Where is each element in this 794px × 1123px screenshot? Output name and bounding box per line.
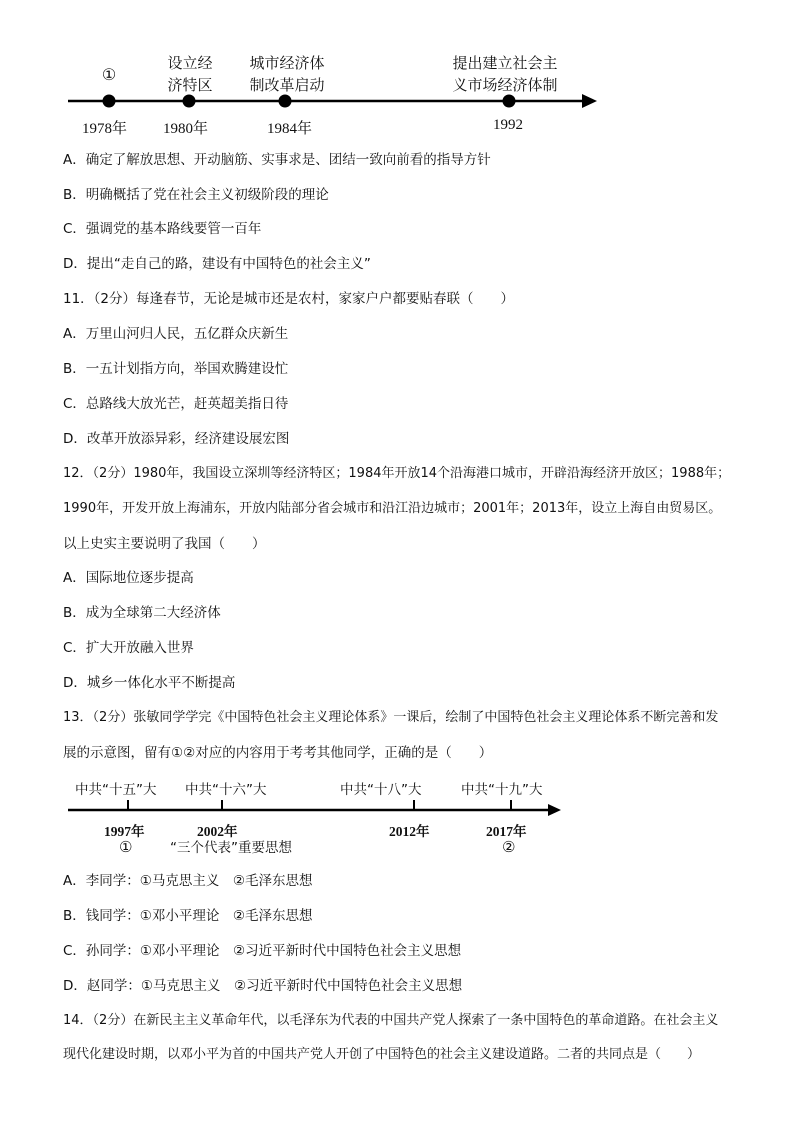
timeline-1-dot-1978 bbox=[103, 95, 116, 108]
q10-option-d[interactable]: D．提出“走自己的路，建设有中国特色的社会主义” bbox=[63, 256, 371, 272]
timeline-1-label-1992 bbox=[443, 52, 567, 96]
q12-stem-line3: 以上史实主要说明了我国（ ） bbox=[63, 536, 266, 552]
timeline-2-blank-1: ① bbox=[119, 838, 133, 856]
q13-option-b[interactable]: B．钱同学：①邓小平理论 ②毛泽东思想 bbox=[63, 908, 313, 924]
timeline-1-arrow bbox=[582, 94, 597, 108]
q11-option-a[interactable]: A．万里山河归人民，五亿群众庆新生 bbox=[63, 326, 289, 342]
timeline-1-label-1978: ① bbox=[101, 65, 117, 84]
q13-option-c[interactable]: C．孙同学：①邓小平理论 ②习近平新时代中国特色社会主义思想 bbox=[63, 943, 462, 959]
q13-stem-line1: 13．（2分）张敏同学学完《中国特色社会主义理论体系》一课后，绘制了中国特色社会主义理论体系不断完善和发 bbox=[63, 710, 719, 725]
q10-option-b[interactable]: B．明确概括了党在社会主义初级阶段的理论 bbox=[63, 187, 329, 203]
timeline-2-congress-16: 中共“十六”大 bbox=[185, 782, 267, 798]
timeline-1-year-1980: 1980年 bbox=[163, 121, 209, 137]
q13-stem-line2: 展的示意图，留有①②对应的内容用于考考其他同学，正确的是（ ） bbox=[63, 745, 493, 761]
timeline-1-label-1984 bbox=[245, 52, 329, 96]
q14-stem-line2: 现代化建设时期，以邓小平为首的中国共产党人开创了中国特色的社会主义建设道路。二者的共同点是（ ） bbox=[63, 1047, 701, 1062]
q12-option-d[interactable]: D．城乡一体化水平不断提高 bbox=[63, 675, 236, 691]
q11-option-d[interactable]: D．改革开放添异彩，经济建设展宏图 bbox=[63, 431, 290, 447]
q12-option-b[interactable]: B．成为全球第二大经济体 bbox=[63, 605, 221, 621]
timeline-1-label-1980-line1: 设立经 bbox=[167, 54, 213, 72]
q11-option-b[interactable]: B．一五计划指方向，举国欢腾建设忙 bbox=[63, 361, 289, 377]
timeline-2-blank-2: ② bbox=[502, 838, 516, 856]
timeline-2-congress-18: 中共“十八”大 bbox=[340, 782, 422, 798]
timeline-1-label-1992-line2: 义市场经济体制 bbox=[452, 76, 558, 94]
timeline-1-dot-1980 bbox=[183, 95, 196, 108]
q13-option-d[interactable]: D．赵同学：①马克思主义 ②习近平新时代中国特色社会主义思想 bbox=[63, 978, 463, 994]
q10-option-a[interactable]: A．确定了解放思想、开动脑筋、实事求是、团结一致向前看的指导方针 bbox=[63, 152, 491, 168]
q14-stem-line1: 14．（2分）在新民主主义革命年代，以毛泽东为代表的中国共产党人探索了一条中国特色的革命道路。在社会主义 bbox=[63, 1013, 719, 1028]
q12-stem-line1: 12．（2分）1980年，我国设立深圳等经济特区；1984年开放14个沿海港口城市，开辟沿海经济开放区；1988年； bbox=[63, 466, 731, 481]
timeline-2-three-represents: “三个代表”重要思想 bbox=[170, 840, 292, 856]
timeline-1-label-1984-line2: 制改革启动 bbox=[249, 76, 325, 94]
timeline-1-label-1980 bbox=[162, 52, 218, 96]
timeline-2-year-2002: 2002年 bbox=[197, 824, 238, 839]
q11-option-c[interactable]: C．总路线大放光芒，赶英超美指日待 bbox=[63, 396, 289, 412]
timeline-1-year-1992: 1992 bbox=[493, 117, 523, 133]
timeline-1-label-1984-line1: 城市经济体 bbox=[249, 54, 325, 72]
timeline-2-year-1997: 1997年 bbox=[104, 824, 145, 839]
timeline-2-year-2012: 2012年 bbox=[389, 824, 430, 839]
q12-stem-line2: 1990年，开发开放上海浦东，开放内陆部分省会城市和沿江沿边城市；2001年；2013年，设立上海自由贸易区。 bbox=[63, 501, 722, 516]
timeline-1-dot-1984 bbox=[279, 95, 292, 108]
timeline-1-year-1978: 1978年 bbox=[82, 121, 128, 137]
timeline-1-label-1992-line1: 提出建立社会主 bbox=[452, 54, 558, 72]
timeline-2-congress-19: 中共“十九”大 bbox=[461, 782, 543, 798]
timeline-1-year-1984: 1984年 bbox=[267, 121, 313, 137]
q10-option-c[interactable]: C．强调党的基本路线要管一百年 bbox=[63, 221, 262, 237]
q12-option-c[interactable]: C．扩大开放融入世界 bbox=[63, 640, 194, 656]
q13-option-a[interactable]: A．李同学：①马克思主义 ②毛泽东思想 bbox=[63, 873, 313, 889]
q12-option-a[interactable]: A．国际地位逐步提高 bbox=[63, 570, 194, 586]
timeline-2-year-2017: 2017年 bbox=[486, 824, 527, 839]
timeline-2-arrow bbox=[548, 804, 561, 816]
timeline-1-label-1980-line2: 济特区 bbox=[167, 76, 213, 94]
timeline-1-dot-1992 bbox=[503, 95, 516, 108]
q11-stem: 11．（2分）每逢春节，无论是城市还是农村，家家户户都要贴春联（ ） bbox=[63, 291, 515, 307]
timeline-2-congress-15: 中共“十五”大 bbox=[75, 782, 157, 798]
